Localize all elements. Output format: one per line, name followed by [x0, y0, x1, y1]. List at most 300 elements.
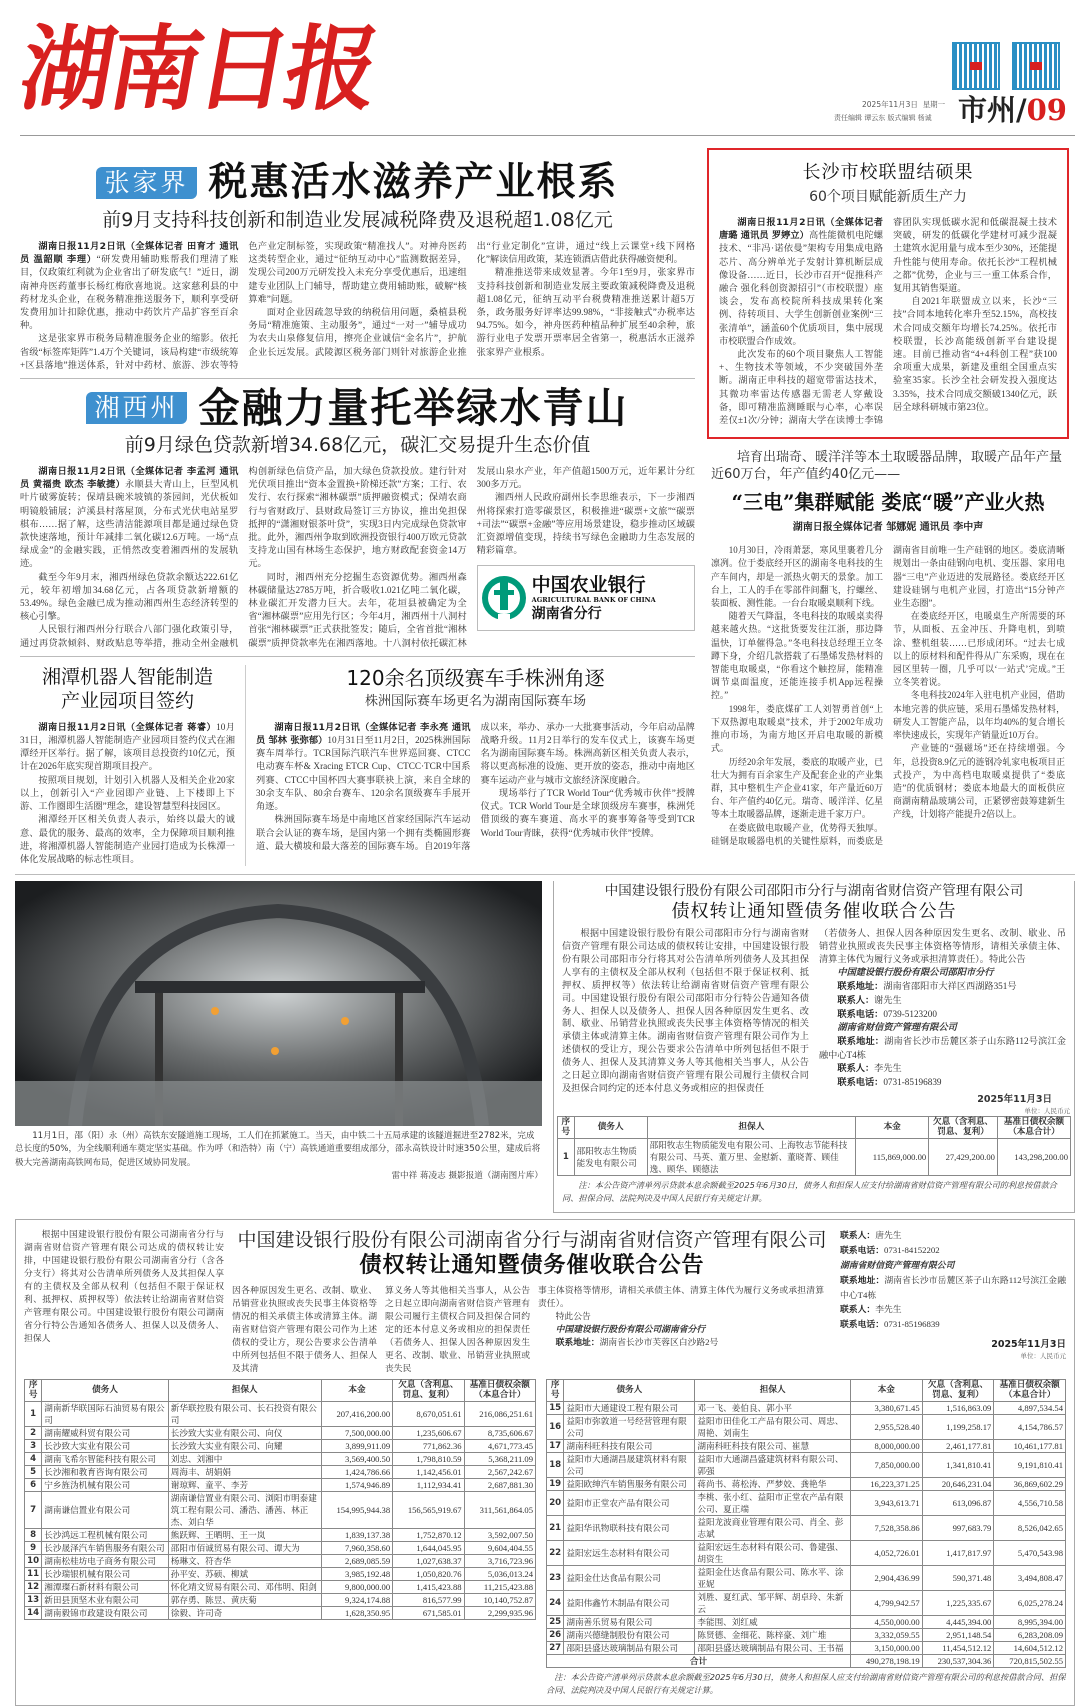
paragraph: 湖南日报11月2日讯（全媒体记者 唐璐 通讯员 罗婷立）高性能微机电陀螺技术、“非冯·诺依曼”架构专用集成电路芯片、高分辨单光子发射计算机断层成像设备……近日，长沙市召开“促推科产融合 强化科创资源招引”（市校联盟）座谈会，发布高校院所科技成果转化案例、待转项目、大学生创新创业案例“三张清单”，涵盖60个优质项目，集中展现市校联盟合作成效。: [719, 217, 883, 346]
principal: 3,943,613.71: [850, 1490, 922, 1515]
principal: 2,689,085.59: [321, 1554, 392, 1567]
notice-date: 2025年11月3日: [977, 1093, 1052, 1105]
guarantor: 益阳金仕达食品有限公司、陈水平、涂亚妮: [695, 1565, 851, 1590]
paragraph: 1998年，娄底煤矿工人刘智勇首创“上下双热源电取暖桌”技术，并于2002年成功推向市场，为南方地区开启电取暖的新模式。: [711, 703, 883, 754]
debtor: 湖南兴德缝制股份有限公司: [564, 1628, 695, 1641]
interest: 1,112,934.41: [393, 1478, 464, 1491]
paragraph: 在娄底做电取暖产业，优势得天独厚。硅钢是取暖器电机的关键性原料，而娄底是湖南省目前唯一生产硅钢的地区。娄底清晰规划出一条由硅钢向电机、变压器、家用电器“三电”产业迈进的发展路径。娄底经开区建设硅钢与电机产业园，打造出“15分钟产业生态圈”。: [711, 545, 1065, 846]
row-number: 24: [547, 1590, 564, 1615]
balance: 5,036,013.24: [464, 1567, 535, 1580]
interest: 1,415,423.88: [393, 1580, 464, 1593]
row-number: 19: [547, 1477, 564, 1490]
guarantor: 李能围、刘红威: [695, 1615, 851, 1628]
ad-bank-branch: 湖南省分行: [531, 605, 602, 622]
guarantor: 长沙致大实业有限公司、向耀: [168, 1439, 321, 1452]
issue-date: 2025年11月3日 星期一: [862, 100, 946, 109]
table-row: [25, 1465, 536, 1478]
debtor: 湖南松桂坊电子商务有限公司: [42, 1554, 168, 1567]
guarantor: 湖南谦信置业有限公司、浏阳市明泰建筑工程有限公司、潘浩、潘茜、林正杰、刘白华: [168, 1491, 321, 1528]
row-number: 26: [547, 1628, 564, 1641]
table-row: [547, 1628, 1066, 1641]
subtitle: 前9月绿色贷款新增34.68亿元，碳汇交易提升生态价值: [124, 434, 591, 457]
row-number: 6: [25, 1478, 42, 1491]
paragraph: 人民银行湘西州分行联合八部门强化政策引导，通过再贷款倾斜、财政贴息等举措，推动全州金融机构创新绿色信贷产品，加大绿色贷款投放。建行针对光伏项目推出“资本金置换+阶梯还款”方案；工行、农发行、农行探索“湘林碳票”质押融资模式；保靖农商行与省财政厅、县财政局签订三方协议，推出免担保抵押的“潇湘财银茶叶贷”，实现3日内完成绿色贷款审批。此外，湘西州争取到欧洲投资银行400万欧元贷款支持龙山国有林场生态保护，地方财政配套资金14万元。: [20, 466, 467, 648]
header-divider: [20, 135, 1075, 136]
contact-line: 联系电话：0731-85196839: [840, 1318, 940, 1330]
principal: 3,569,400.50: [321, 1452, 392, 1465]
debtor: 长沙晟泽汽车销售服务有限公司: [42, 1541, 168, 1554]
guarantor: 益阳龙波商业管理有限公司、肖全、彭志斌: [695, 1515, 851, 1540]
principal: 3,899,911.09: [321, 1439, 392, 1452]
byline: 湖南日报全媒体记者 邹娜妮 通讯员 李中声: [792, 522, 984, 534]
featured-article-box: [707, 148, 1069, 439]
interest: 27,429,200.00: [929, 1138, 998, 1175]
balance: 2,299,935.96: [464, 1606, 535, 1619]
interest: 1,417,817.97: [922, 1540, 994, 1565]
article-body: [20, 240, 695, 372]
principal: 115,869,000.00: [856, 1138, 929, 1175]
paragraph: 随着天气降温，冬电科技的取暖桌卖得越来越火热。“这批货要发往江浙，那边降温快，订单催得急。”冬电科技总经理王立冬蹲下身，介绍几款搭载了石墨烯发热材料的智能电取暖桌，“你看这个触控屏，能精准调节桌面温度，还能连接手机App远程操控。”: [711, 611, 883, 701]
interest: 2,951,148.54: [922, 1628, 994, 1641]
balance: 8,995,394.00: [994, 1615, 1066, 1628]
table-row: [25, 1478, 536, 1491]
guarantor: 孙平安、苏硕、柳斌: [168, 1567, 321, 1580]
row-number: 4: [25, 1452, 42, 1465]
divider: [245, 665, 246, 866]
balance: 143,298,200.00: [997, 1138, 1070, 1175]
guarantor: 怀化靖文贸易有限公司、邓伟明、阳剑: [168, 1580, 321, 1593]
interest: 1,199,258.17: [922, 1414, 994, 1439]
paragraph: 此次发布的60个项目聚焦人工智能+、生物技术等领域，不少突破国外垄断。湖南正申科技的超宽带雷达技术，其微功率雷达传感器无需老人穿戴设备，即可精准监测睡眠与心率，心率误差仅±1次/分钟；湖南大学在读博士李锦睿团队实现低碳水泥和低碳混凝土技术突破，研发的低碳化学建材可减少混凝土建筑水泥用量与成本至少30%，还能提升性能与使用寿命。依托长沙“工程机械之都”优势，企业与三一重工体系合作，复用其销售渠道。: [719, 217, 1057, 426]
paragraph: 截至今年9月末，湘西州绿色贷款余额达222.61亿元，较年初增加34.68亿元，占各项贷款新增额的53.49%。绿色金融已成为推动湘西州生态经济转型的核心引擎。: [20, 571, 239, 622]
table-row: [547, 1615, 1066, 1628]
contact-line: 中国建设银行股份有限公司邵阳市分行: [837, 966, 994, 977]
guarantor: 新华联控股有限公司、长石投资有限公司: [168, 1401, 321, 1426]
balance: 2,687,881.30: [464, 1478, 535, 1491]
table-row: [547, 1590, 1066, 1615]
balance: 10,140,752.87: [464, 1593, 535, 1606]
region-tag: 张家界: [96, 167, 196, 199]
balance: 2,567,242.67: [464, 1465, 535, 1478]
paragraph: 湖南日报11月2日讯（全媒体记者 蒋睿）10月31日，湘潭机器人智能制造产业园项目签约仪式在湘潭经开区举行。据了解，该项目总投资约10亿元，预计在2026年底实现首期项目投产。: [20, 721, 235, 772]
article-body: [256, 721, 695, 853]
column-header: 基准日债权余额（本息合计）: [464, 1379, 535, 1401]
row-number: 22: [547, 1540, 564, 1565]
table-row: [547, 1515, 1066, 1540]
balance: 11,215,423.88: [464, 1580, 535, 1593]
byline: 湖南日报11月2日讯（全媒体记者 李孟河 通讯员 黄福贵 欧杰 李敏捷）: [20, 466, 239, 491]
column-header: 债务人: [574, 1116, 647, 1138]
principal: 7,528,358.86: [850, 1515, 922, 1540]
contact-line: 联系地址：湖南省长沙市岳麓区茶子山东路112号滨江金融中心T4栋: [819, 1036, 1066, 1061]
contact-line: 联系电话：0731-85196839: [837, 1077, 942, 1089]
principal: 3,150,000.00: [850, 1641, 922, 1654]
table-row: [547, 1414, 1066, 1439]
headline: 税惠活水滋养产业根系: [208, 160, 619, 205]
balance: 9,191,810.41: [994, 1452, 1066, 1477]
row-number: 9: [25, 1541, 42, 1554]
balance: 3,494,808.47: [994, 1565, 1066, 1590]
balance: 3,716,723.96: [464, 1554, 535, 1567]
debtor: 益阳市正堂农产品有限公司: [564, 1490, 695, 1515]
table-row: [25, 1491, 536, 1528]
column-header: 序号: [558, 1116, 575, 1138]
notice-body: 根据中国建设银行股份有限公司邵阳市分行与湖南省财信资产管理有限公司达成的债权转让安排，中国建设银行股份有限公司邵阳市分行将其对公告清单所列债务人及其担保人享有的主债权及全部从权利（包括但不限于保证权利、抵押权、质押权等）依法转让给湖南省财信资产管理有限公司。中国建设银行股份有限公司邵阳市分行特公告通知各债务人、担保人以及债务人、担保人因各种原因发生更名、改制、歇业、吊销营业执照或丧失民事主体资格等情况的相关承债主体或清算主体。湖南省财信资产管理有限公司作为上述债权的受让方，现公告要求公告清单中所列包括但不限于债务人、担保人及其清算义务人等其他相关当事人，从公告之日起立即向湖南省财信资产管理有限公司履行主债权合同及担保合同约定的还本付息义务或相应的担保责任: [562, 928, 809, 1093]
debtor: 湖南新华联国际石油贸易有限公司: [42, 1401, 168, 1426]
unit-label: 单位：人民币元: [1024, 1106, 1070, 1115]
debtor: 益阳宏远生态材料有限公司: [564, 1540, 695, 1565]
row-number: 18: [547, 1452, 564, 1477]
interest: 590,371.48: [922, 1565, 994, 1590]
column-header: 担保人: [695, 1379, 851, 1401]
table-row: [547, 1452, 1066, 1477]
row-number: 16: [547, 1414, 564, 1439]
interest: 4,445,394.00: [922, 1615, 994, 1628]
principal: 207,416,200.00: [321, 1401, 392, 1426]
row-number: 3: [25, 1439, 42, 1452]
paragraph: 按照项目规划，计划引入机器人及相关企业20家以上，创新引入“产业园即产业链、上下楼即上下游、工作圈即生活圈”理念，建设智慧型科技园区。: [20, 774, 235, 812]
table-row: [25, 1567, 536, 1580]
interest: 20,646,231.04: [922, 1477, 994, 1490]
debtor: 邵阳牧志生物质能发电有限公司: [574, 1138, 647, 1175]
abc-bank-ad: [477, 565, 695, 631]
notice-title: 中国建设银行股份有限公司邵阳市分行与湖南省财信资产管理有限公司: [604, 883, 1024, 900]
debt-table-left: [24, 1379, 536, 1620]
row-number: 27: [547, 1641, 564, 1654]
table-row: [547, 1439, 1066, 1452]
column-header: 债务人: [42, 1379, 168, 1401]
row-number: 21: [547, 1515, 564, 1540]
principal: 4,052,726.01: [850, 1540, 922, 1565]
left-column: [15, 142, 695, 866]
interest: 1,050,820.76: [393, 1567, 464, 1580]
tunnel-construction-photo: [15, 881, 542, 1126]
debtor: 益阳市弥敦道一号经营管理有限公司: [564, 1414, 695, 1439]
contact-line: 湖南省财信资产管理有限公司: [837, 1022, 957, 1033]
notice-date: 2025年11月3日: [991, 1338, 1066, 1350]
column-header: 序号: [547, 1379, 564, 1401]
balance: 36,869,602.29: [994, 1477, 1066, 1490]
paragraph: 株洲国际赛车场是中南地区首家经国际汽车运动联合会认证的赛车场，是国内第一个拥有类椭圆形赛道、最大横坡和最大落差的国际赛车场。自2019年落成以来，举办、承办一大批赛事活动，今年启动品牌战略升级。11月2日举行的发车仪式上，该赛车场更名为湖南国际赛车场。株洲高新区相关负责人表示，将以更高标准的设施、更开放的姿态，推动中南地区赛车运动产业与城市文旅经济深度融合。: [256, 721, 695, 851]
guarantor: 益阳市田佳化工产品有限公司、周忠、周艳、刘南生: [695, 1414, 851, 1439]
notice-body: 事主体资格等情形，请相关承债主体、清算主体代为履行义务或承担清算责任）。 特此公告 中国建设银行股份有限公司湖南省分行 联系地址：湖南省长沙市芙蓉区白沙路2号: [538, 1284, 824, 1348]
paragraph: 湖南日报11月2日讯（全媒体记者 李永亮 通讯员 邹林 张弥郁）10月31日至11月2日，2025株洲国际赛车周举行。TCR国际汽联汽车世界巡回赛、CTCC电动赛车杯& Xracing ETCR Cup、CTCC·TCR中国系列赛、CTCC中国杯四大赛事联袂上演，来自全球的30余支车队、80余台赛车、120余名顶级赛车手展开角逐。: [256, 721, 471, 812]
contact-line: 联系电话：0731-84152202: [840, 1244, 940, 1256]
contact-line: 联系地址：湖南省邵阳市大祥区西湖路351号: [837, 980, 1017, 992]
debtor: 邵阳县盛达玻璃制品有限公司: [564, 1641, 695, 1654]
table-row: [547, 1540, 1066, 1565]
total-value: 230,537,304.36: [922, 1654, 994, 1667]
notice-contacts: [840, 1228, 1066, 1332]
balance: 6,025,278.24: [994, 1590, 1066, 1615]
interest: 1,644,045.95: [393, 1541, 464, 1554]
principal: 4,550,000.00: [850, 1615, 922, 1628]
row-number: 25: [547, 1615, 564, 1628]
debtor: 湖南飞希尔智能科技有限公司: [42, 1452, 168, 1465]
right-column: [707, 142, 1069, 848]
column-header: 本金: [321, 1379, 392, 1401]
table-row: [25, 1554, 536, 1567]
debtor: 湖南耀威科贸有限公司: [42, 1426, 168, 1439]
paragraph: 冬电科技2024年入驻电机产业园，借助本地完善的供应链，采用石墨烯发热材料，研发人工智能产品，以年均40%的复合增长率快速成长，实现年产销量近10万台。: [893, 690, 1065, 741]
interest: 1,027,638.37: [393, 1554, 464, 1567]
total-label: 合计: [547, 1654, 851, 1667]
paragraph: 产业链的“强磁场”还在持续增强。今年，总投资8.9亿元的涟钢冷轧家电板项目正式投产，为中高档电取暖桌提供了“娄底造”的优质钢材；娄底本地最大的面板供应商湖南精晶玻璃公司，正紧锣密鼓筹建新生产线，计划将产能提升2倍以上。: [893, 743, 1065, 820]
table-row: [558, 1138, 1071, 1175]
debtor: 长沙鸿远工程机械有限公司: [42, 1528, 168, 1541]
article-body: [20, 721, 235, 866]
column-header: 欠息（含利息、罚息、复利）: [922, 1379, 994, 1401]
debtor: 长沙湘和教育咨询有限公司: [42, 1465, 168, 1478]
debtor: 湖南毅锦市政建设有限公司: [42, 1606, 168, 1619]
subtitle: 株洲国际赛车场更名为湖南国际赛车场: [364, 693, 586, 709]
qr-code-icon: [952, 42, 1000, 90]
total-value: 720,815,502.55: [994, 1654, 1066, 1667]
principal: 9,800,000.00: [321, 1580, 392, 1593]
total-value: 490,278,198.19: [850, 1654, 922, 1667]
table-row: [25, 1528, 536, 1541]
notice-body: 因各种原因发生更名、改制、歇业、吊销营业执照或丧失民事主体资格等情况的相关承债主体或清算主体。湖南省财信资产管理有限公司作为上述债权的受让方，现公告要求公告清单中所列包括但不限于债务人、担保人及其清: [232, 1284, 377, 1373]
divider: [20, 656, 695, 657]
guarantor: 邵阳市佰诚贸易有限公司、谭大为: [168, 1541, 321, 1554]
headline: 120余名顶级赛车手株洲角逐: [346, 665, 605, 690]
column-header: 欠息（含利息、罚息、复利）: [393, 1379, 464, 1401]
row-number: 10: [25, 1554, 42, 1567]
hunan-debt-notice: [15, 1219, 1075, 1706]
interest: 1,235,606.67: [393, 1426, 464, 1439]
guarantor: 周海丰、胡娟娟: [168, 1465, 321, 1478]
balance: 10,461,177.81: [994, 1439, 1066, 1452]
page-number: 市州/09: [958, 93, 1067, 127]
table-total-row: [547, 1654, 1066, 1667]
table-row: [25, 1606, 536, 1619]
contact-line: 联系人：李先生: [840, 1303, 902, 1315]
balance: 4,556,710.58: [994, 1490, 1066, 1515]
principal: 7,960,358.60: [321, 1541, 392, 1554]
column-header: 基准日债权余额（本息合计）: [994, 1379, 1066, 1401]
guarantor: 邵阳牧志生物质能发电有限公司、上海牧志节能科技有限公司、马英、董万里、金慰新、董晓菁、顾佳逸、顾华、顾德法: [647, 1138, 856, 1175]
balance: 8,526,042.65: [994, 1515, 1066, 1540]
headline: “三电”集群赋能 娄底“暖”产业火热: [731, 490, 1045, 515]
debtor: 益阳金仕达食品有限公司: [564, 1565, 695, 1590]
balance: 311,561,864.05: [464, 1491, 535, 1528]
guarantor: 谢琼辉、童平、李芳: [168, 1478, 321, 1491]
interest: 1,798,810.59: [393, 1452, 464, 1465]
debtor: 湖南科旺科技有限公司: [564, 1439, 695, 1452]
principal: 1,628,350.95: [321, 1606, 392, 1619]
principal: 16,223,371.25: [850, 1477, 922, 1490]
masthead-logo: 湖南日报: [12, 15, 384, 123]
row-number: 1: [25, 1401, 42, 1426]
principal: 1,424,786.66: [321, 1465, 392, 1478]
paragraph: 同时，湘西州充分挖掘生态资源优势。湘西州森林碳储量达2785万吨，折合吸收1.021亿吨二氧化碳，林业碳汇开发潜力巨大。去年，花垣县被确定为全省“湘林碳票”应用先行区；今年4月，湘西州十八洞村首张“湘林碳票”正式获批签发；随后，全省首批“湘林碳票”质押贷款率先在湘西落地。十八洞村依托碳汇林发展山泉水产业，年产值超1500万元，近年累计分红300多万元。: [248, 466, 695, 648]
table-row: [547, 1641, 1066, 1654]
contact-line: 联系地址：湖南省长沙市岳麓区茶子山东路112号滨江金融中心T4栋: [840, 1274, 1066, 1300]
interest: 816,577.99: [393, 1593, 464, 1606]
debtor: 益阳欧绅汽车销售服务有限公司: [564, 1477, 695, 1490]
debtor: 益阳市大通建设工程有限公司: [564, 1401, 695, 1414]
qr-code-icon: [1012, 42, 1060, 90]
column-header: 本金: [850, 1379, 922, 1401]
paragraph: 历经20余年发展，娄底的取暖产业，已壮大为拥有百余家生产及配套企业的产业集群，其中整机生产企业41家，年产量近60万台、年产值约40亿元。瑞奇、暖洋洋、亿星等本土取暖器品牌，逐渐走进千家万户。: [711, 756, 883, 820]
table-row: [25, 1439, 536, 1452]
principal: 7,850,000.00: [850, 1452, 922, 1477]
interest: 613,096.87: [922, 1490, 994, 1515]
guarantor: 邓一飞、姜伯良、郭小平: [695, 1401, 851, 1414]
debtor: 湖南谦信置业有限公司: [42, 1491, 168, 1528]
guarantor: 陈贤德、金细花、陈梓豪、刘广堆: [695, 1628, 851, 1641]
interest: 1,516,863.09: [922, 1401, 994, 1414]
table-note: 注：本公告资产清单列示贷款本息余额截至2025年6月30日，债务人和担保人应支付给湖南省财信资产管理有限公司的利息按借款合同、担保合同、法院判决及中国人民银行有关规定计算。: [546, 1671, 1066, 1695]
ad-bank-english: AGRICULTURAL BANK OF CHINA: [531, 595, 656, 604]
contact-line: 联系人：李先生: [837, 1063, 902, 1075]
row-number: 15: [547, 1401, 564, 1414]
article-body: [20, 465, 695, 650]
ad-bank-name: 中国农业银行: [531, 573, 646, 596]
table-row: [25, 1401, 536, 1426]
principal: 4,799,942.57: [850, 1590, 922, 1615]
notice-body-right: （若债务人、担保人因各种原因发生更名、改制、歇业、吊销营业执照或丧失民事主体资格等情形，请相关承债主体、清算主体代为履行义务或承担清算责任）。特此公告 中国建设银行股份有限公司邵阳市分行 联系地址：湖南省邵阳市大祥区西湖路351号 联系人：谢先生 联系电话：0739-5123200 湖南省财信资产管理有限公司 联系地址：湖南省长沙市岳麓区茶子山东路112号滨江金融中心T4栋 联系人：李先生 联系电话：0731-85196839 2025年11月3日: [819, 928, 1066, 1105]
debtor: 湘潭璨石新材料有限公司: [42, 1580, 168, 1593]
byline: 湖南日报11月2日讯（全媒体记者 蒋睿）: [38, 721, 217, 733]
debtor: 长沙致大实业有限公司: [42, 1439, 168, 1452]
table-header: [547, 1379, 1066, 1401]
interest: 156,565,919.67: [393, 1491, 464, 1528]
balance: 5,470,543.98: [994, 1540, 1066, 1565]
row-number: 1: [558, 1138, 575, 1175]
debtor: 益阳伟鑫竹木制品有限公司: [564, 1590, 695, 1615]
article-body: [711, 544, 1065, 848]
table-row: [25, 1452, 536, 1465]
debtor: 益阳华讯物联科技有限公司: [564, 1515, 695, 1540]
guarantor: 徐毅、许司奇: [168, 1606, 321, 1619]
notice-subtitle: 债权转让通知暨债务催收联合公告: [359, 1252, 705, 1278]
balance: 4,154,786.57: [994, 1414, 1066, 1439]
guarantor: 长沙致大实业有限公司、向仪: [168, 1426, 321, 1439]
row-number: 17: [547, 1439, 564, 1452]
principal: 2,904,436.99: [850, 1565, 922, 1590]
table-row: [25, 1426, 536, 1439]
paragraph: 湘潭经开区相关负责人表示，始终以最大的诚意、最优的服务、最高的效率，全力保障项目顺利推进，将湘潭机器人智能制造产业园打造成为长株潭一体化发展战略的标志性项目。: [20, 814, 235, 864]
column-header: 债务人: [564, 1379, 695, 1401]
paragraph: 现场举行了TCR World Tour“优秀城市伙伴”授牌仪式。TCR World Tour是全球顶级房车赛事，株洲凭借顶级的赛车赛道、高水平的赛事筹备等受到TCR World Tour青睐，获得“优秀城市伙伴”授牌。: [480, 787, 695, 838]
paragraph: 面对企业因疏忽导致的纳税信用问题，桑植县税务局“精准施策、主动服务”，通过“一对一”辅导成功为农夫山泉修复信用，擦亮企业诚信“金名片”，护航企业长远发展。武陵源区税务部门则针对旅游企业推出“行业定制化”宣讲，通过“线上云课堂+线下网格化”解读信用政策，某连锁酒店借此获得融资便利。: [248, 241, 695, 357]
column-header: 基准日债权余额（本息合计）: [997, 1116, 1070, 1138]
debt-table: [557, 1116, 1071, 1176]
principal: 8,000,000.00: [850, 1439, 922, 1452]
interest: 771,862.36: [393, 1439, 464, 1452]
photo-caption: 11月1日，邵（阳）永（州）高铁东安隧道施工现场，工人们在抓紧施工。当天，由中铁二十五局承建的该隧道掘进至2782米，完成总长度的50%，为全线顺利通车奠定坚实基础。作为呼（和浩特）南（宁）高铁通道重要组成部分，邵永高铁设计时速350公里，建成后将极大完善湖南高铁网布局，促进区域协同发展。: [15, 1131, 541, 1168]
principal: 7,500,000.00: [321, 1426, 392, 1439]
contact-line: 联系电话：0739-5123200: [837, 1008, 937, 1020]
byline: 湖南日报11月2日讯（全媒体记者 唐璐 通讯员 罗婷立）: [719, 217, 883, 242]
balance: 3,592,007.50: [464, 1528, 535, 1541]
guarantor: 益阳宏远生态材料有限公司、鲁建强、胡资生: [695, 1540, 851, 1565]
debt-table-right: [546, 1379, 1066, 1668]
table-header: [25, 1379, 536, 1401]
guarantor: 蒋尚书、蒋松涛、严梦姣、龚艳华: [695, 1477, 851, 1490]
contact-line: 联系人：唐先生: [840, 1229, 902, 1241]
subtitle: 60个项目赋能新质生产力: [809, 189, 967, 205]
row-number: 2: [25, 1426, 42, 1439]
debtor: 新田县顶坚木业有限公司: [42, 1593, 168, 1606]
row-number: 13: [25, 1593, 42, 1606]
balance: 6,283,208.09: [994, 1628, 1066, 1641]
paragraph: 在娄底经开区，电暖桌生产所需要的环节，从面板、五金冲压、升降电机，到喷涂、整机组装……已形成闭环。“过去七成以上的原材料和配件得从广东采购，现在在园区里转一圈，几乎可以‘一站式’完成。”王立冬笑着说。: [893, 611, 1065, 688]
balance: 5,368,211.09: [464, 1452, 535, 1465]
guarantor: 熊跃辉、王晒明、王一岚: [168, 1528, 321, 1541]
balance: 4,671,773.45: [464, 1439, 535, 1452]
notice-subtitle: 债权转让通知暨债务催收联合公告: [671, 901, 957, 923]
column-header: 欠息（含利息、罚息、复利）: [929, 1116, 998, 1138]
row-number: 11: [25, 1567, 42, 1580]
column-header: 担保人: [647, 1116, 856, 1138]
debtor: 长沙瑞银机械有限公司: [42, 1567, 168, 1580]
debtor: 湖南善乐贸易有限公司: [564, 1615, 695, 1628]
interest: 11,454,512.12: [922, 1641, 994, 1654]
interest: 1,142,456.01: [393, 1465, 464, 1478]
paragraph: 湖南日报11月2日讯（全媒体记者 李孟河 通讯员 黄福贵 欧杰 李敏捷）永顺县大青山上，巨型风机叶片破雾旋转；保靖县碗米坡镇的茶园间，光伏板如明镜般铺展；泸溪县村落屋顶，分布式光伏电站星罗棋布……据了解，这些清洁能源项目都是通过绿色贷款快速落地，预计年减排二氧化碳12.6万吨。一场“点绿成金”的金融实践，正悄然改变着湘西州的发展轨迹。: [20, 466, 239, 569]
row-number: 12: [25, 1580, 42, 1593]
table-row: [25, 1593, 536, 1606]
interest: 1,752,870.12: [393, 1528, 464, 1541]
principal: 3,380,671.45: [850, 1401, 922, 1414]
editors: 责任编辑 谭云东 版式编辑 杨诚: [834, 114, 932, 122]
photo-credit: 雷中祥 蒋凌志 摄影报道（湖南图片库）: [391, 1171, 543, 1181]
balance: 216,086,251.61: [464, 1401, 535, 1426]
abc-logo-icon: [482, 576, 526, 620]
paragraph: 10月30日，冷雨萧瑟，寒风里裹着几分凛冽。位于娄底经开区的湖南冬电科技的生产车间内，却是一派热火朝天的景象。加工台上，工人的手在零部件间翻飞，拧螺丝、装面板、测性能。一台台取暖桌顺利下线。: [711, 545, 883, 609]
divider: [20, 378, 695, 379]
table-row: [547, 1565, 1066, 1590]
interest: 2,461,177.81: [922, 1439, 994, 1452]
region-tag: 湘西州: [86, 392, 186, 424]
unit-label: 单位：人民币元: [1020, 1351, 1066, 1360]
table-row: [547, 1490, 1066, 1515]
headline: 湘潭机器人智能制造 产业园项目签约: [41, 665, 213, 712]
principal: 1,574,946.89: [321, 1478, 392, 1491]
byline: 湖南日报11月2日讯（全媒体记者 李永亮 通讯员 邹林 张弥郁）: [256, 721, 471, 747]
guarantor: 益阳市大通湖昌盛建筑材料有限公司、郭强: [695, 1452, 851, 1477]
article-body: [719, 216, 1057, 427]
balance: 14,604,512.12: [994, 1641, 1066, 1654]
interest: 997,683.79: [922, 1515, 994, 1540]
subtitle: 前9月支持科技创新和制造业发展减税降费及退税超1.08亿元: [102, 209, 613, 231]
table-header: [558, 1116, 1071, 1138]
table-row: [25, 1541, 536, 1554]
table-note: 注：本公告资产清单列示贷款本息余额截至2025年6月30日，债务人和担保人应支付给湖南省财信资产管理有限公司的利息按借款合同、担保合同、法院判决及中国人民银行有关规定计算。: [562, 1179, 1057, 1203]
paragraph: 自2021年联盟成立以来，长沙“三技”合同本地转化率升至52.15%，高校技术合同成交额年均增长74.25%。依托市校联盟，长沙高能级创新平台建设提速。目前已推动省“4+4科创工程”获100余项重大成果，新建及重组全国重点实验室35家。长沙全社会研发投入强度达3.35%，技术合同成交额破1340亿元，跃居全球科研城市第23位。: [893, 296, 1057, 412]
shaoyang-debt-notice: [553, 881, 1075, 1213]
page-content: [15, 142, 1075, 1706]
table-row: [547, 1477, 1066, 1490]
principal: 3,332,059.55: [850, 1628, 922, 1641]
principal: 1,839,137.38: [321, 1528, 392, 1541]
paragraph: 这是张家界市税务局精准服务企业的缩影。依托省级“标签库矩阵”1.4万个关键词，该局构建“市级统筹+区县落地”推送体系，针对中药材、旅游、涉农等特色产业定制标签，实现政策“精准找人”。对神舟医药这类转型企业，通过“征纳互动中心”监测数据差异，发现公司200万元研发投入未充分享受优惠后，迅速组建专业团队上门辅导，帮助建立费用辅助账，破解“核算难”问题。: [20, 241, 467, 370]
column-header: 本金: [856, 1116, 929, 1138]
debtor: 宁乡旌沩机械有限公司: [42, 1478, 168, 1491]
column-header: 序号: [25, 1379, 42, 1401]
principal: 3,985,192.48: [321, 1567, 392, 1580]
interest: 1,225,335.67: [922, 1590, 994, 1615]
notice-body: 根据中国建设银行股份有限公司湖南省分行与湖南省财信资产管理有限公司达成的债权转让安排，中国建设银行股份有限公司湖南省分行（含各分支行）将其对公告清单所列债务人及其担保人享有的主债权及全部从权利（包括但不限于保证权利、抵押权、质押权等）依法转让给湖南省财信资产管理有限公司。中国建设银行股份有限公司湖南省分行特公告通知各债务人、担保人以及债务人、担保人: [24, 1228, 224, 1343]
table-row: [25, 1580, 536, 1593]
contact-line: 湖南省财信资产管理有限公司: [840, 1259, 955, 1270]
guarantor: 刘胜、夏红武、邹平辉、胡卓玲、朱新云: [695, 1590, 851, 1615]
debtor: 益阳市大通湖昌晟建筑材料有限公司: [564, 1452, 695, 1477]
balance: 8,735,606.67: [464, 1426, 535, 1439]
row-number: 5: [25, 1465, 42, 1478]
